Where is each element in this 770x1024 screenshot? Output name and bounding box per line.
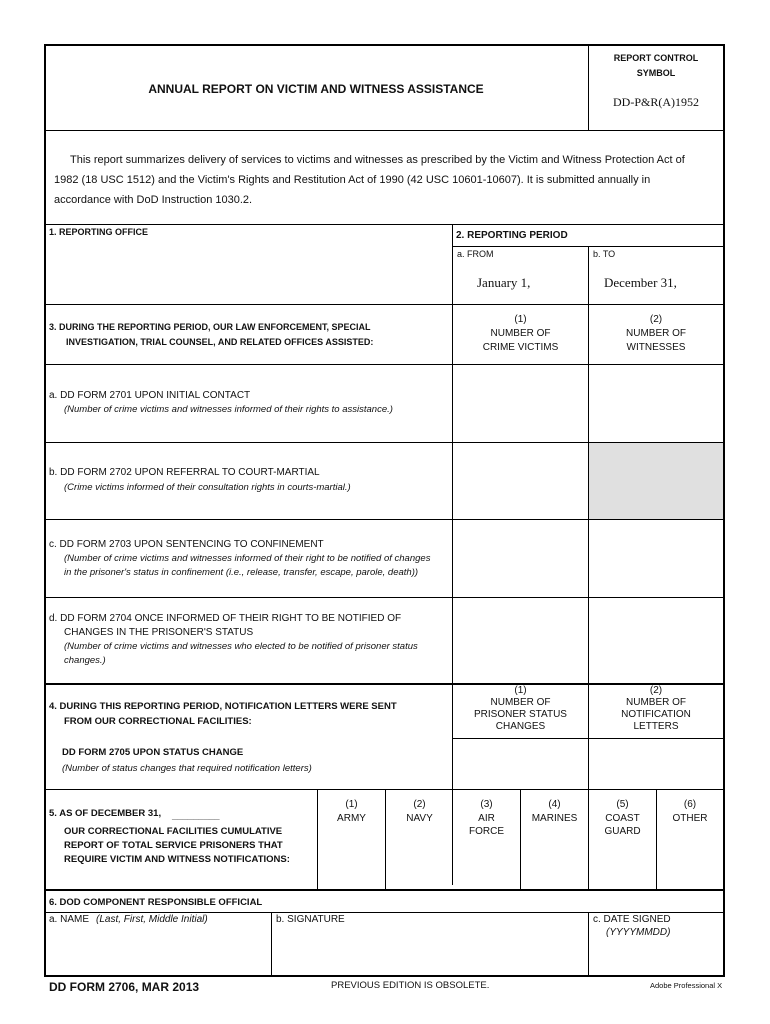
form-id: DD FORM 2706, MAR 2013 xyxy=(49,980,200,994)
row-3c-victims-field[interactable] xyxy=(453,520,588,597)
rcs-label-2: SYMBOL xyxy=(636,68,676,78)
row-3c-title: c. DD FORM 2703 UPON SENTENCING TO CONFINEMENT xyxy=(49,539,324,550)
row-3d-witnesses-field[interactable] xyxy=(589,598,723,683)
to-date[interactable]: December 31, xyxy=(604,275,677,290)
row-3c-witnesses-field[interactable] xyxy=(589,520,723,597)
row-3a-title: a. DD FORM 2701 UPON INITIAL CONTACT xyxy=(49,390,251,401)
year-blank[interactable]: _________ xyxy=(172,811,220,822)
row-3b-victims-field[interactable] xyxy=(453,443,588,519)
row-3d-title: d. DD FORM 2704 ONCE INFORMED OF THEIR RIGHT TO BE NOTIFIED OF xyxy=(49,613,402,624)
section6-label: 6. DOD COMPONENT RESPONSIBLE OFFICIAL xyxy=(49,897,263,908)
row-4-title: DD FORM 2705 UPON STATUS CHANGE xyxy=(62,747,244,758)
reporting-office-label: 1. REPORTING OFFICE xyxy=(49,227,149,237)
rcs-label: REPORT CONTROL xyxy=(613,53,699,63)
row-4-status-changes-field[interactable] xyxy=(453,739,588,789)
shaded-cell xyxy=(589,443,723,519)
reporting-office-field[interactable] xyxy=(46,240,450,302)
from-date[interactable]: January 1, xyxy=(477,275,531,290)
to-label: b. TO xyxy=(593,249,616,259)
form-title: ANNUAL REPORT ON VICTIM AND WITNESS ASSISTANCE xyxy=(148,82,484,96)
row-4-subtitle: (Number of status changes that required notification letters) xyxy=(62,763,312,774)
reporting-period-label: 2. REPORTING PERIOD xyxy=(456,230,568,241)
row-3b-title: b. DD FORM 2702 UPON REFERRAL TO COURT-MARTIAL xyxy=(49,467,320,478)
obsolete-notice: PREVIOUS EDITION IS OBSOLETE. xyxy=(331,980,490,991)
row-3a-victims-field[interactable] xyxy=(453,365,588,442)
row-4-letters-field[interactable] xyxy=(589,739,723,789)
from-label: a. FROM xyxy=(457,249,494,259)
row-3d-victims-field[interactable] xyxy=(453,598,588,683)
producer-note: Adobe Professional X xyxy=(650,981,723,990)
row-3a-witnesses-field[interactable] xyxy=(589,365,723,442)
rcs-value: DD-P&R(A)1952 xyxy=(613,95,699,109)
